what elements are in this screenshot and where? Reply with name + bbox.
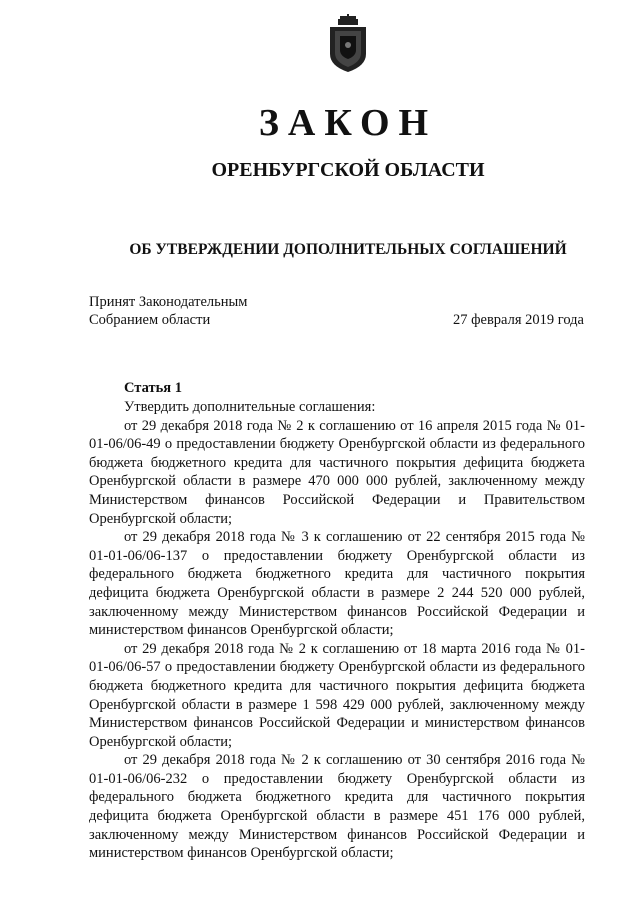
article-intro: Утвердить дополнительные соглашения: xyxy=(124,399,376,415)
article-paragraph: от 29 декабря 2018 года № 2 к соглашению от 16 апреля 2015 года № 01-01-06/06-49 о предоставлении бюджету Оренбургской области из федерального бюджета бюджетного кредита для частичного покрытия дефицита бюджета Оренбургской области в размере 470 000 000 рублей, заключенному между Министерством финансов Российской Федерации и Правительством Оренбургской области; xyxy=(89,417,585,527)
adoption-date: 27 февраля 2019 года xyxy=(452,312,584,328)
document-subtitle: ОРЕНБУРГСКОЙ ОБЛАСТИ xyxy=(211,159,485,181)
article-paragraph: от 29 декабря 2018 года № 2 к соглашению от 18 марта 2016 года № 01-01-06/06-57 о предоставлении бюджету Оренбургской области из федерального бюджета бюджетного кредита для частичного покрытия дефицита бюджета Оренбургской области в размере 1 598 429 000 рублей, заключенному между Министерством финансов Российской Федерации и министерством финансов Оренбургской области; xyxy=(89,640,585,750)
article-body xyxy=(89,398,585,863)
article-paragraph: от 29 декабря 2018 года № 3 к соглашению от 22 сентября 2015 года № 01-01-06/06-137 о предоставлении бюджету Оренбургской области из федерального бюджета бюджетного кредита для частичного покрытия дефицита бюджета Оренбургской области в размере 2 244 520 000 рублей, заключенному между Министерством финансов Российской Федерации и министерством финансов Оренбургской области; xyxy=(89,529,585,639)
coat-of-arms-icon xyxy=(326,14,370,74)
adoption-info xyxy=(89,293,247,329)
law-heading: ОБ УТВЕРЖДЕНИИ ДОПОЛНИТЕЛЬНЫХ СОГЛАШЕНИЙ xyxy=(129,241,567,258)
document-title: ЗАКОН xyxy=(258,102,438,144)
article-title: Статья 1 xyxy=(124,380,182,396)
adoption-line-2: Собранием области xyxy=(89,312,211,328)
article-paragraph: от 29 декабря 2018 года № 2 к соглашению от 30 сентября 2016 года № 01-01-06/06-232 о предоставлении бюджету Оренбургской области из федерального бюджета бюджетного кредита для частичного покрытия дефицита бюджета Оренбургской области в размере 451 176 000 рублей, заключенному между Министерством финансов Российской Федерации и министерством финансов Оренбургской области; xyxy=(89,752,585,862)
adoption-line-1: Принят Законодательным xyxy=(89,294,248,310)
